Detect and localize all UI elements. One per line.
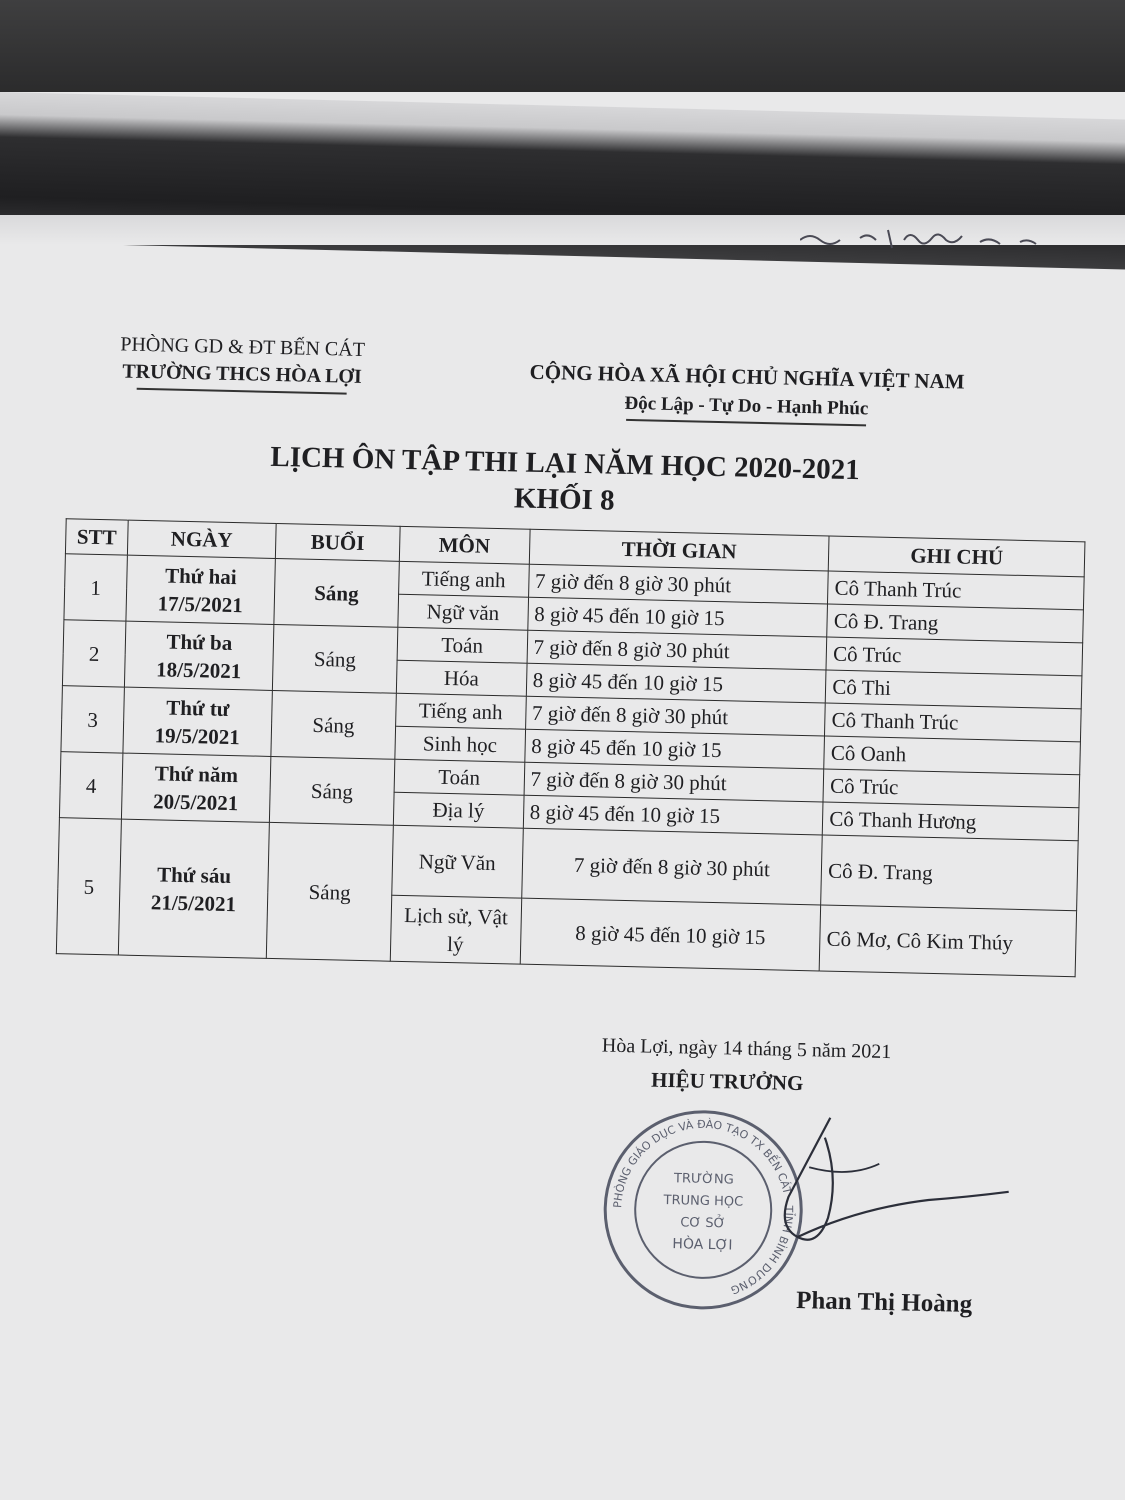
cell-time: 8 giờ 45 đến 10 giờ 15 [526, 663, 826, 703]
cell-session: Sáng [269, 756, 394, 825]
header-stt: STT [65, 519, 128, 555]
cell-subject: Toán [397, 627, 528, 663]
scanner-top-shadow [0, 0, 1125, 92]
handwritten-scribble [800, 226, 1060, 256]
stamp-line4: HÒA LỢI [672, 1236, 733, 1254]
cell-subject: Sinh học [395, 726, 526, 762]
title-grade: KHỐI 8 [513, 482, 615, 517]
cell-date-value: 21/5/2021 [150, 889, 237, 916]
cell-time: 7 giờ đến 8 giờ 30 phút [527, 630, 827, 670]
stamp-line2: TRUNG HỌC [663, 1192, 744, 1210]
cell-note: Cô Đ. Trang [821, 835, 1078, 911]
cell-time: 8 giờ 45 đến 10 giờ 15 [523, 795, 823, 835]
cell-note: Cô Trúc [826, 637, 1082, 676]
cell-subject: Lịch sử, Vật lý [390, 895, 521, 964]
document-title [204, 437, 925, 525]
cell-note: Cô Thanh Hương [823, 802, 1079, 841]
header-day: NGÀY [127, 520, 276, 558]
cell-stt: 4 [59, 752, 122, 819]
header-session: BUỔI [275, 523, 400, 561]
school-header [97, 331, 388, 396]
cell-date [121, 753, 270, 822]
cell-subject: Toán [394, 759, 525, 795]
cell-stt: 1 [64, 554, 127, 621]
cell-time: 7 giờ đến 8 giờ 30 phút [524, 762, 824, 802]
stamp-line1: TRƯỜNG [673, 1171, 734, 1188]
cell-subject: Tiếng anh [395, 693, 526, 729]
cell-weekday: Thứ hai [164, 562, 237, 589]
cell-date [124, 621, 273, 690]
cell-session: Sáng [266, 822, 393, 961]
cell-note: Cô Thanh Trúc [825, 703, 1081, 742]
cell-time: 8 giờ 45 đến 10 giờ 15 [524, 729, 824, 769]
cell-time: 8 giờ 45 đến 10 giờ 15 [520, 898, 821, 971]
cell-subject: Địa lý [393, 792, 524, 828]
document-sheet [35, 330, 1068, 1363]
cell-weekday: Thứ ba [166, 629, 233, 655]
place-date: Hòa Lợi, ngày 14 tháng 5 năm 2021 [601, 1034, 892, 1064]
cell-stt: 3 [61, 686, 124, 753]
cell-date [118, 819, 269, 958]
cell-session: Sáng [274, 558, 399, 627]
cell-note: Cô Mơ, Cô Kim Thúy [819, 905, 1076, 977]
department-name: PHÒNG GD & ĐT BẾN CÁT [120, 333, 366, 361]
school-name: TRƯỜNG THCS HÒA LỢI [122, 360, 363, 388]
cell-date-value: 17/5/2021 [157, 590, 244, 617]
cell-weekday: Thứ tư [166, 695, 230, 721]
stamp-line3: CƠ SỞ [680, 1215, 726, 1232]
cell-stt: 5 [56, 818, 121, 955]
stamp-outer-text: PHÒNG GIÁO DỤC VÀ ĐÀO TẠO TX BẾN CÁT - TỈNH BÌNH DƯƠNG [611, 1117, 796, 1297]
cell-subject: Ngữ Văn [392, 825, 523, 898]
header-time: THỜI GIAN [529, 529, 829, 571]
cell-note: Cô Thi [826, 670, 1082, 709]
country-name: CỘNG HÒA XÃ HỘI CHỦ NGHĨA VIỆT NAM [529, 359, 965, 394]
cell-session: Sáng [272, 624, 397, 693]
cell-time: 8 giờ 45 đến 10 giờ 15 [527, 597, 827, 637]
cell-note: Cô Đ. Trang [827, 604, 1083, 643]
cell-date [126, 555, 275, 624]
cell-date-value: 19/5/2021 [154, 722, 241, 749]
principal-name: Phan Thị Hoàng [795, 1287, 973, 1318]
header-subject: MÔN [399, 526, 530, 564]
cell-date-value: 20/5/2021 [152, 788, 239, 815]
cell-weekday: Thứ năm [154, 760, 239, 787]
cell-time: 7 giờ đến 8 giờ 30 phút [528, 564, 828, 604]
national-motto: Độc Lập - Tự Do - Hạnh Phúc [624, 392, 869, 420]
cell-time: 7 giờ đến 8 giờ 30 phút [525, 696, 825, 736]
cell-subject: Hóa [396, 660, 527, 696]
cell-time: 7 giờ đến 8 giờ 30 phút [521, 828, 822, 905]
cell-subject: Tiếng anh [398, 561, 529, 597]
cell-weekday: Thứ sáu [156, 861, 232, 888]
cell-session: Sáng [271, 690, 396, 759]
cell-note: Cô Thanh Trúc [828, 571, 1084, 610]
cell-subject: Ngữ văn [398, 594, 529, 630]
cell-note: Cô Oanh [824, 736, 1080, 775]
schedule-table [56, 518, 1086, 977]
cell-note: Cô Trúc [823, 769, 1079, 808]
principal-title: HIỆU TRƯỞNG [650, 1067, 804, 1096]
title-main: LỊCH ÔN TẬP THI LẠI NĂM HỌC 2020-2021 [270, 440, 861, 487]
cell-date-value: 18/5/2021 [155, 656, 242, 683]
cell-stt: 2 [62, 620, 125, 687]
national-header [496, 356, 997, 429]
cell-date [123, 687, 272, 756]
principal-signature [657, 1104, 1021, 1292]
header-note: GHI CHÚ [828, 536, 1084, 577]
